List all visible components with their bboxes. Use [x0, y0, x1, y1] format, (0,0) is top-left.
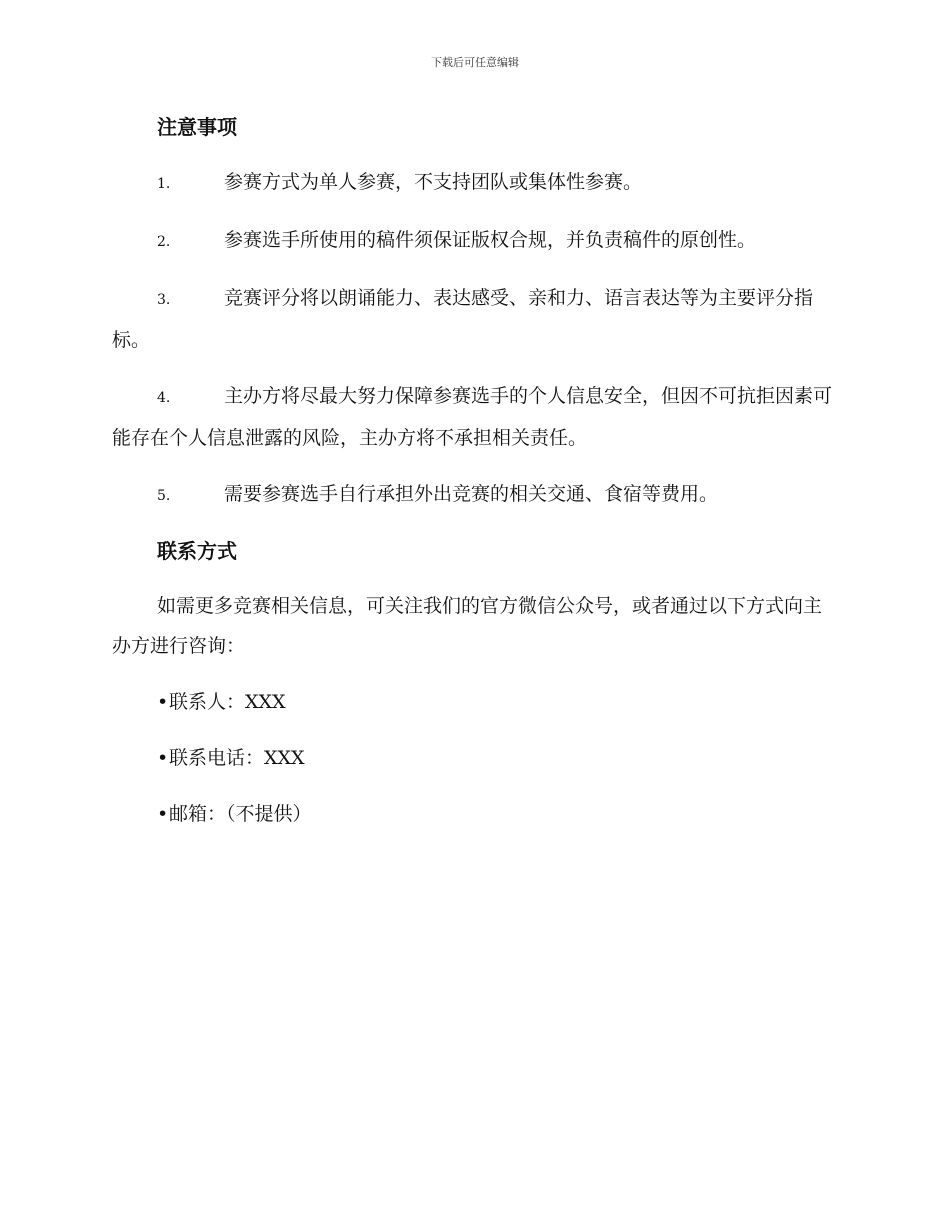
notes-item-text: 参赛选手所使用的稿件须保证版权合规，并负责稿件的原创性。 — [224, 229, 757, 251]
document-body — [112, 108, 837, 834]
notes-item — [112, 278, 837, 360]
contact-item-text: 邮箱：（不提供） — [169, 803, 312, 825]
notes-item-number: 1. — [157, 176, 171, 192]
notes-item-text: 竞赛评分将以朗诵能力、表达感受、亲和力、语言表达等为主要评分指标。 — [112, 287, 814, 351]
contact-item — [157, 682, 837, 722]
contact-item — [157, 794, 837, 834]
bullet-icon: • — [157, 691, 169, 713]
contact-intro: 如需更多竞赛相关信息，可关注我们的官方微信公众号，或者通过以下方式向主办方进行咨询： — [112, 595, 823, 657]
notes-item-number: 4. — [157, 390, 171, 406]
contact-item — [157, 738, 837, 778]
bullet-icon: • — [157, 747, 169, 769]
contact-heading: 联系方式 — [157, 539, 237, 563]
contact-item-text: 联系人：XXX — [169, 691, 286, 713]
notes-item — [112, 376, 837, 458]
bullet-icon: • — [157, 803, 169, 825]
notes-item-number: 2. — [157, 234, 171, 250]
notes-item-number: 3. — [157, 292, 171, 308]
notes-item — [112, 162, 837, 204]
page-header-note: 下载后可任意编辑 — [431, 56, 519, 69]
contact-item-text: 联系电话：XXX — [169, 747, 305, 769]
notes-item-text: 主办方将尽最大努力保障参赛选手的个人信息安全，但因不可抗拒因素可能存在个人信息泄露的风险，主办方将不承担相关责任。 — [112, 385, 833, 449]
notes-item-text: 参赛方式为单人参赛，不支持团队或集体性参赛。 — [224, 171, 643, 193]
notes-item-number: 5. — [157, 488, 171, 504]
notes-item — [112, 474, 837, 516]
notes-heading: 注意事项 — [157, 115, 237, 139]
notes-item — [112, 220, 837, 262]
notes-item-text: 需要参赛选手自行承担外出竞赛的相关交通、食宿等费用。 — [224, 483, 719, 505]
